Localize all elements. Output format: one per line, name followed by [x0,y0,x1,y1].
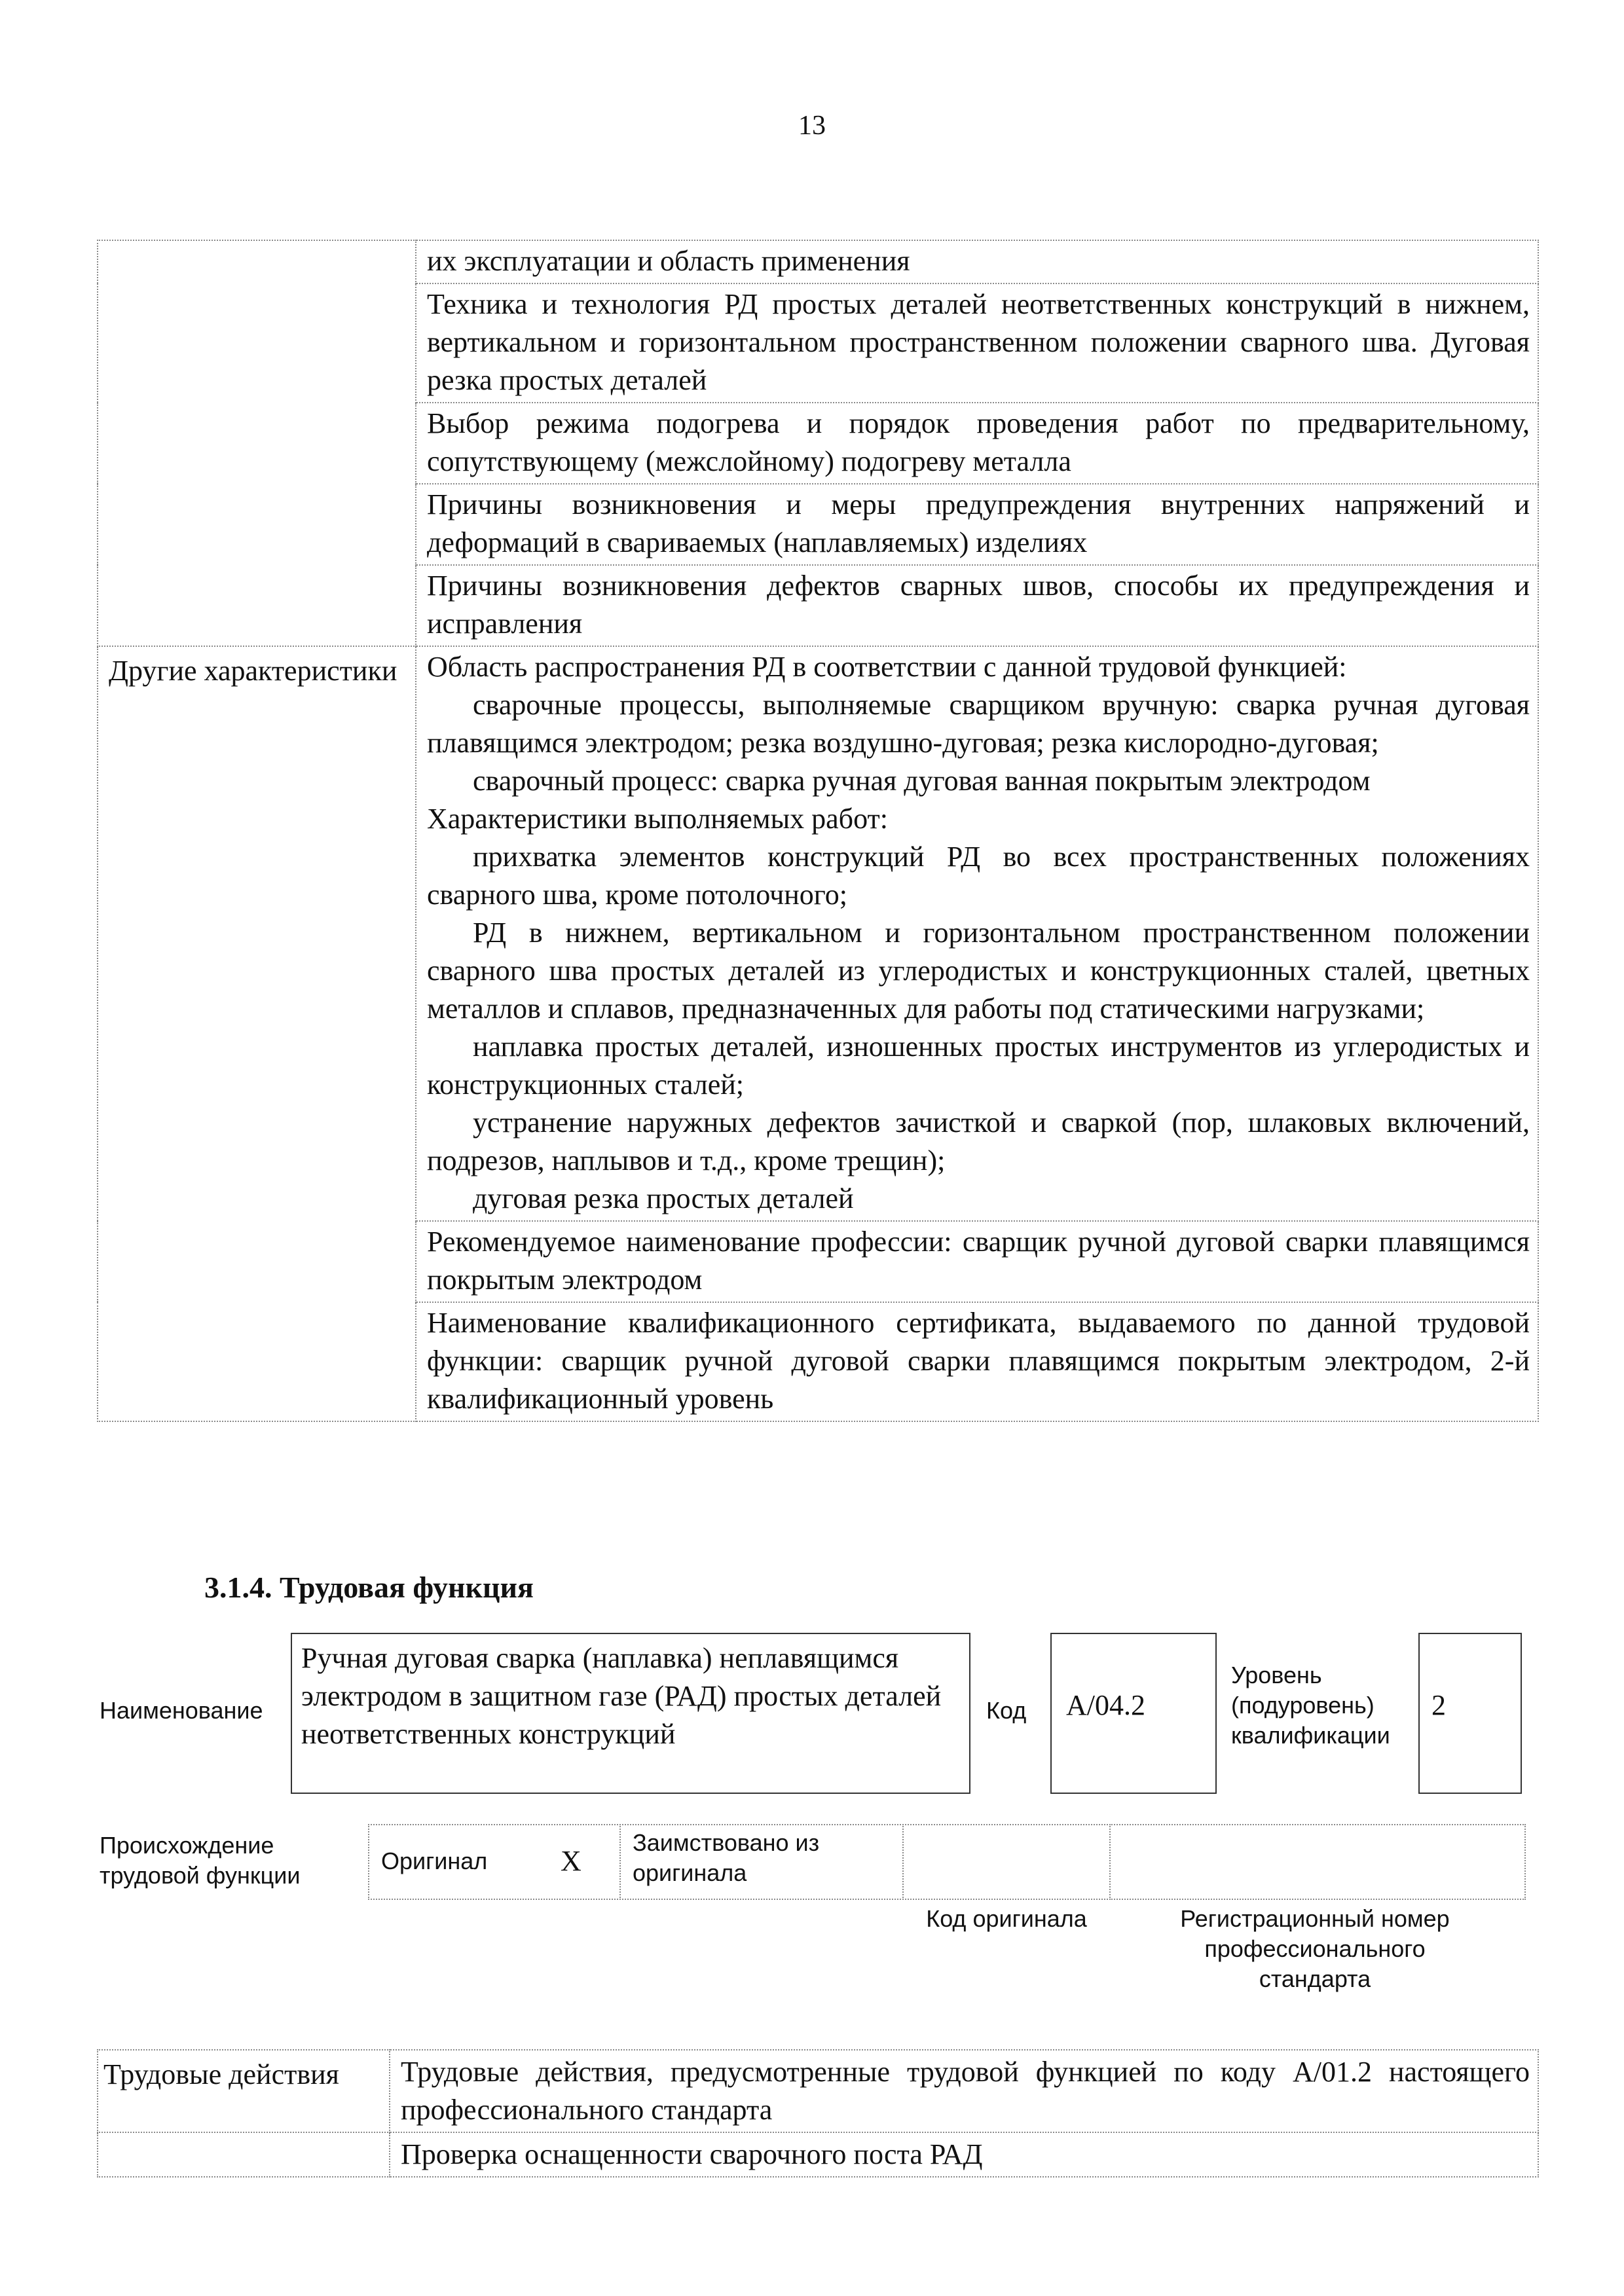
original-label: Оригинал [381,1848,488,1874]
scope-manual-processes: сварочные процессы, выполняемые сварщиком вручную: сварка ручная дуговая плавящимся электродом; резка воздушно-дуговая; резка кислородно-дуговая; [427,689,1530,759]
work-item: РД в нижнем, вертикальном и горизонтальном пространственном положении сварного шва простых деталей из углеродистых и конструкционных сталей, цветных металлов и сплавов, предназначенных для работы под статическими нагрузками; [427,917,1530,1025]
work-item: прихватка элементов конструкций РД во всех пространственных положениях сварного шва, кроме потолочного; [427,841,1530,911]
knowledge-item: Причины возникновения и меры предупреждения внутренних напряжений и деформаций в свариваемых (наплавляемых) изделиях [416,484,1538,565]
knowledge-item: Техника и технология РД простых деталей неответственных конструкций в нижнем, вертикальном и горизонтальном пространственном положении сварного шва. Дуговая резка простых деталей [416,283,1538,403]
actions-label: Трудовые действия [98,2050,390,2132]
origin-label: Происхождение трудовой функции [100,1832,301,1889]
requirements-table [97,240,1539,1422]
original-cell [368,1824,621,1900]
page-number: 13 [798,111,826,141]
profession-name: Рекомендуемое наименование профессии: сварщик ручной дуговой сварки плавящимся покрытым электродом [416,1221,1538,1302]
action-item: Трудовые действия, предусмотренные трудовой функцией по коду А/01.2 настоящего профессионального стандарта [390,2050,1538,2132]
work-item: наплавка простых деталей, изношенных простых инструментов из углеродистых и конструкционных сталей; [427,1030,1530,1101]
borrowed-label: Заимствовано из оригинала [633,1829,820,1886]
knowledge-item: их эксплуатации и область применения [416,240,1538,283]
level-label: Уровень (подуровень) квалификации [1231,1662,1390,1749]
scope-bath-process: сварочный процесс: сварка ручная дуговая ванная покрытым электродом [473,765,1371,797]
empty-label-cell [98,240,416,283]
actions-table [97,2049,1539,2178]
reg-number-label: Регистрационный номер профессионального стандарта [1180,1905,1450,1992]
knowledge-item: Причины возникновения дефектов сварных швов, способы их предупреждения и исправления [416,565,1538,646]
name-label: Наименование [100,1697,263,1724]
work-item: дуговая резка простых деталей [473,1182,854,1214]
level-value: 2 [1431,1689,1446,1721]
other-characteristics-label: Другие характеристики [98,646,416,1221]
work-item: устранение наружных дефектов зачисткой и сваркой (пор, шлаковых включений, подрезов, наплывов и т.д., кроме трещин); [427,1106,1530,1176]
code-box [1050,1633,1217,1794]
code-original-cell [902,1824,1111,1900]
original-mark: X [561,1845,581,1877]
section-title: 3.1.4. Трудовая функция [204,1571,534,1604]
scope-heading: Область распространения РД в соответствии с данной трудовой функцией: [427,651,1347,683]
borrowed-cell [619,1824,904,1900]
code-original-label: Код оригинала [926,1905,1087,1932]
action-item: Проверка оснащенности сварочного поста РАД [390,2132,1538,2177]
works-heading: Характеристики выполняемых работ: [427,803,888,835]
function-name-box [291,1633,970,1794]
code-label: Код [986,1697,1027,1724]
knowledge-item: Выбор режима подогрева и порядок проведения работ по предварительному, сопутствующему (межслойному) подогреву металла [416,403,1538,484]
reg-number-cell [1109,1824,1526,1900]
code-value: А/04.2 [1066,1689,1145,1721]
level-box [1418,1633,1522,1794]
certificate-name: Наименование квалификационного сертификата, выдаваемого по данной трудовой функции: сварщик ручной дуговой сварки плавящимся покрытым электродом, 2-й квалификационный уровень [416,1302,1538,1421]
scope-block [416,646,1538,1221]
function-name-value: Ручная дуговая сварка (наплавка) неплавящимся электродом в защитном газе (РАД) простых деталей неответственных конструкций [301,1642,942,1750]
